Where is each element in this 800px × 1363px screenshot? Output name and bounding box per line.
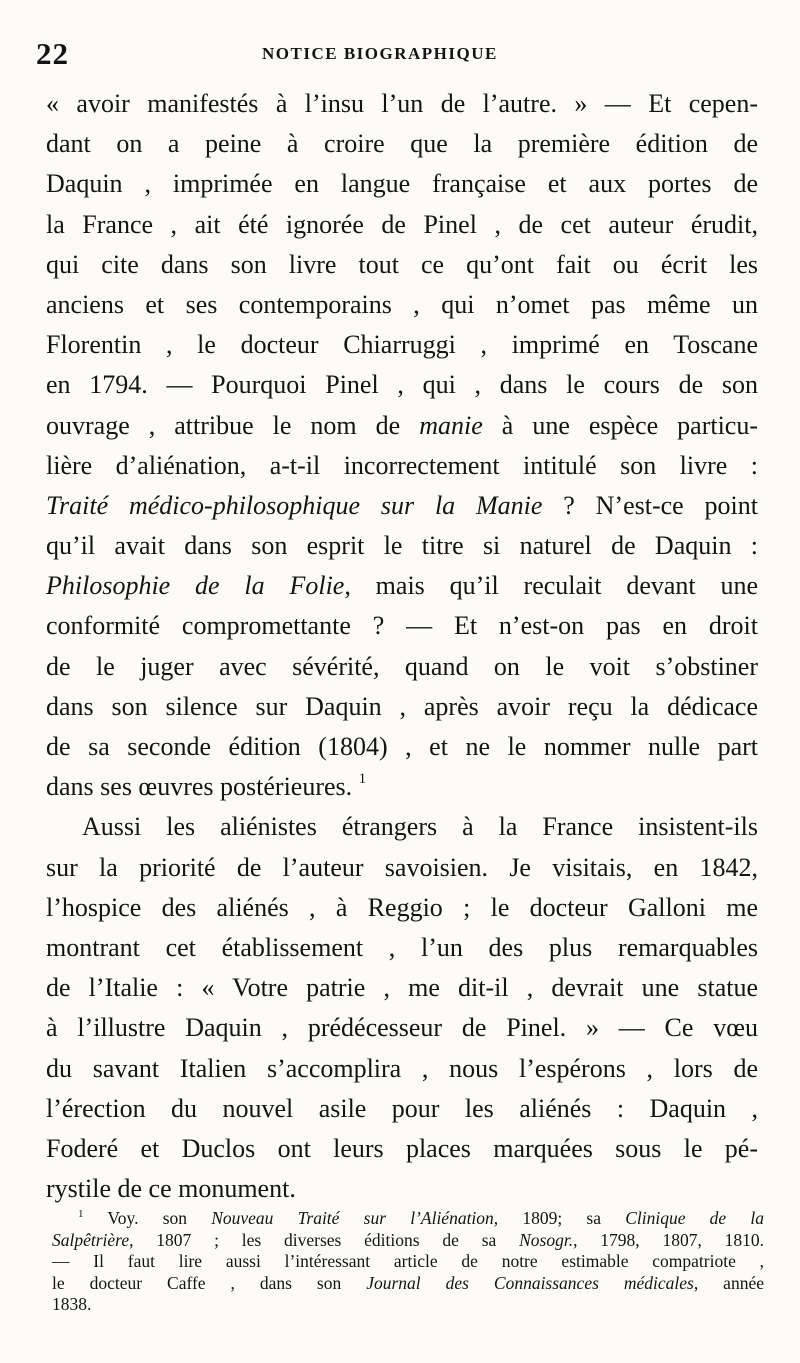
footnote-segment: , 1798, 1807, 1810. — [573, 1229, 765, 1250]
text-segment: à une espèce particu- — [482, 410, 758, 440]
text-line — [46, 848, 758, 888]
footnote-italic-title: Clinique de la — [625, 1208, 764, 1228]
text-segment: lière d’aliénation, a-t-il incorrectement intitulé son livre : — [46, 450, 758, 480]
footnote-line — [52, 1230, 764, 1252]
text-line — [46, 406, 758, 446]
text-segment: la France , ait été ignorée de Pinel , de cet auteur érudit, — [46, 209, 758, 239]
text-segment: rystile de ce monument. — [46, 1174, 296, 1204]
text-line — [46, 446, 758, 486]
text-line — [46, 807, 758, 847]
body-text — [46, 84, 758, 1209]
text-line — [46, 687, 758, 727]
text-line — [46, 486, 758, 526]
text-segment: Foderé et Duclos ont leurs places marquées sous le pé- — [46, 1133, 758, 1163]
footnote-italic-title: Nosogr. — [519, 1229, 574, 1250]
text-segment: ouvrage , attribue le nom de — [46, 410, 420, 440]
footnote-italic-title: Salpêtrière — [52, 1229, 130, 1250]
footnote-segment: le docteur Caffe , dans son — [52, 1272, 367, 1293]
footnote-line — [52, 1251, 764, 1273]
text-segment: Daquin , imprimée en langue française et aux portes de — [46, 169, 758, 199]
footnote-marker: 1 — [78, 1208, 84, 1220]
text-line — [46, 566, 758, 606]
text-segment: dant on a peine à croire que la première édition de — [46, 129, 758, 159]
text-line — [46, 647, 758, 687]
footnote-italic-title: Nouveau Traité sur l’Aliénation — [211, 1208, 494, 1228]
text-line — [46, 928, 758, 968]
text-segment: , mais qu’il reculait devant une — [344, 571, 758, 601]
text-segment: Aussi les aliénistes étrangers à la France insistent-ils — [82, 812, 758, 842]
text-line — [46, 888, 758, 928]
text-line — [46, 1049, 758, 1089]
text-segment: l’érection du nouvel asile pour les aliénés : Daquin , — [46, 1093, 758, 1123]
footnote-segment: 1838. — [52, 1294, 92, 1314]
footnote-line — [52, 1294, 764, 1316]
footnote-reference: 1 — [358, 771, 367, 788]
text-segment: Florentin , le docteur Chiarruggi , imprimé en Toscane — [46, 330, 758, 360]
text-line — [46, 245, 758, 285]
text-segment: qui cite dans son livre tout ce qu’ont fait ou écrit les — [46, 249, 758, 279]
text-segment: de sa seconde édition (1804) , et ne le nommer nulle part — [46, 732, 758, 761]
footnote-segment: Voy. son — [107, 1208, 212, 1228]
italic-term: manie — [419, 410, 483, 440]
text-line — [46, 205, 758, 245]
text-segment: à l’illustre Daquin , prédécesseur de Pinel. » — Ce vœu — [46, 1013, 758, 1043]
text-segment: dans ses œuvres postérieures. — [46, 772, 353, 802]
text-line — [46, 84, 758, 124]
text-segment: dans son silence sur Daquin , après avoir reçu la dédicace — [46, 691, 758, 721]
page-header — [36, 36, 766, 76]
text-line — [46, 365, 758, 405]
text-segment: conformité compromettante ? — Et n’est-on pas en droit — [46, 611, 758, 641]
italic-title: Philosophie de la Folie — [46, 571, 345, 601]
text-segment: du savant Italien s’accomplira , nous l’espérons , lors de — [46, 1053, 758, 1083]
text-line — [46, 767, 758, 807]
text-segment: sur la priorité de l’auteur savoisien. Je visitais, en 1842, — [46, 852, 758, 882]
text-segment: en 1794. — Pourquoi Pinel , qui , dans le cours de son — [46, 370, 758, 400]
text-line — [46, 325, 758, 365]
footnote-line — [52, 1273, 764, 1295]
text-line — [46, 526, 758, 566]
footnote-line — [52, 1208, 764, 1230]
text-segment: qu’il avait dans son esprit le titre si naturel de Daquin : — [46, 531, 758, 561]
text-line — [46, 727, 758, 767]
text-line — [46, 164, 758, 204]
footnote-segment: , 1809; sa — [493, 1208, 626, 1228]
text-segment: montrant cet établissement , l’un des plus remarquables — [46, 932, 758, 962]
text-segment: l’hospice des aliénés , à Reggio ; le docteur Galloni me — [46, 892, 758, 922]
text-segment: de le juger avec sévérité, quand on le voit s’obstiner — [46, 651, 758, 681]
text-line — [46, 606, 758, 646]
text-segment: de l’Italie : « Votre patrie , me dit-il , devrait une statue — [46, 973, 758, 1003]
footnote-segment: , 1807 ; les diverses éditions de sa — [129, 1229, 520, 1250]
running-head: NOTICE BIOGRAPHIQUE — [262, 44, 498, 63]
footnote-segment: , année — [693, 1272, 764, 1293]
page-number: 22 — [36, 36, 69, 71]
footnote-segment: — Il faut lire aussi l’intéressant article de notre estimable compatriote , — [52, 1251, 764, 1271]
italic-title: Traité médico-philosophique sur la Manie — [46, 490, 543, 520]
text-line — [46, 1169, 758, 1209]
footnote — [52, 1208, 764, 1316]
text-line — [46, 968, 758, 1008]
text-line — [46, 124, 758, 164]
text-line — [46, 1008, 758, 1048]
footnote-italic-title: Journal des Connaissances médicales — [366, 1272, 694, 1293]
text-line — [46, 1089, 758, 1129]
text-segment: « avoir manifestés à l’insu l’un de l’autre. » — Et cepen- — [46, 89, 758, 118]
text-segment: anciens et ses contemporains , qui n’omet pas même un — [46, 289, 758, 319]
text-line — [46, 1129, 758, 1169]
text-segment: ? N’est-ce point — [542, 490, 758, 520]
text-line — [46, 285, 758, 325]
